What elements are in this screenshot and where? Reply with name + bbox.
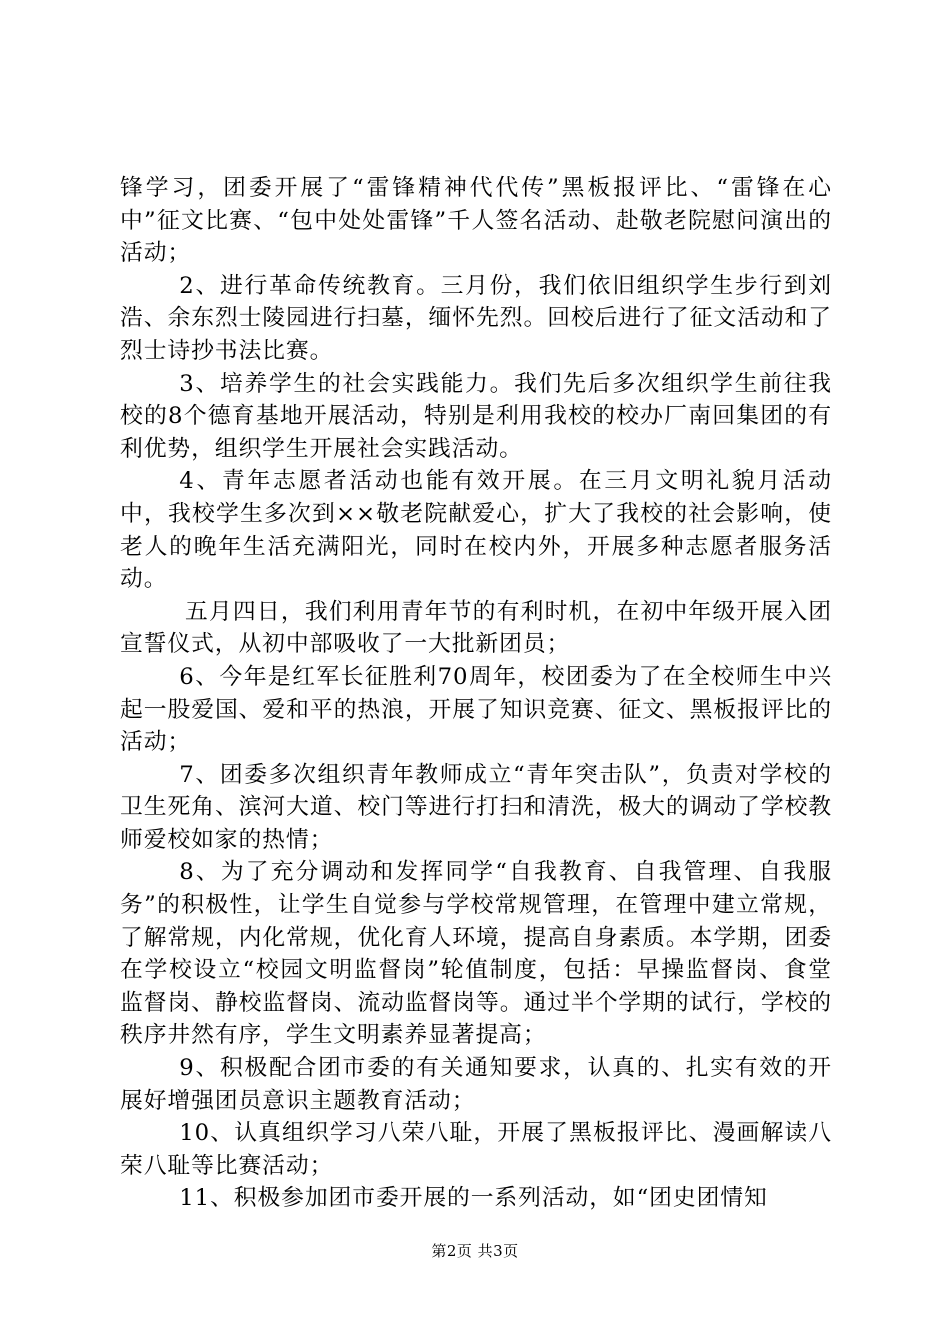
paragraph-item-6: 6、今年是红军长征胜利70周年，校团委为了在全校师生中兴起一股爱国、爱和平的热浪，开展了知识竞赛、征文、黑板报评比的活动； [120, 663, 832, 756]
paragraph-lei-feng-continued: 锋学习，团委开展了“雷锋精神代代传”黑板报评比、“雷锋在心中”征文比赛、“包中处处雷锋”千人签名活动、赴敬老院慰问演出的活动； [120, 175, 832, 267]
paragraph-item-10: 10、认真组织学习八荣八耻，开展了黑板报评比、漫画解读八荣八耻等比赛活动； [120, 1120, 832, 1179]
paragraph-item-9: 9、积极配合团市委的有关通知要求，认真的、扎实有效的开展好增强团员意识主题教育活动； [120, 1055, 832, 1114]
paragraph-item-8: 8、为了充分调动和发挥同学“自我教育、自我管理、自我服务”的积极性，让学生自觉参与学校常规管理，在管理中建立常规，了解常规，内化常规，优化育人环境，提高自身素质。本学期，团委在学校设立“校园文明监督岗”轮值制度，包括：早操监督岗、食堂监督岗、静校监督岗、流动监督岗等。通过半个学期的试行，学校的秩序井然有序，学生文明素养显著提高； [120, 859, 832, 1049]
paragraph-item-11: 11、积极参加团市委开展的一系列活动，如“团史团情知 [179, 1185, 768, 1212]
paragraph-item-3: 3、培养学生的社会实践能力。我们先后多次组织学生前往我校的8个德育基地开展活动，特别是利用我校的校办厂南回集团的有利优势，组织学生开展社会实践活动。 [120, 370, 832, 462]
paragraph-item-4: 4、青年志愿者活动也能有效开展。在三月文明礼貌月活动中，我校学生多次到××敬老院献爱心，扩大了我校的社会影响，使老人的晚年生活充满阳光，同时在校内外，开展多种志愿者服务活动。 [120, 468, 832, 593]
paragraph-item-7: 7、团委多次组织青年教师成立“青年突击队”，负责对学校的卫生死角、滨河大道、校门等进行打扫和清洗，极大的调动了学校教师爱校如家的热情； [120, 761, 832, 853]
page-number-footer: 第2页 共3页 [431, 1242, 519, 1260]
paragraph-may-fourth: 五月四日，我们利用青年节的有利时机，在初中年级开展入团宣誓仪式，从初中部吸收了一大批新团员； [120, 598, 832, 658]
paragraph-item-2: 2、进行革命传统教育。三月份，我们依旧组织学生步行到刘浩、余东烈士陵园进行扫墓，缅怀先烈。回校后进行了征文活动和了烈士诗抄书法比赛。 [120, 272, 832, 364]
document-body [120, 172, 832, 1215]
